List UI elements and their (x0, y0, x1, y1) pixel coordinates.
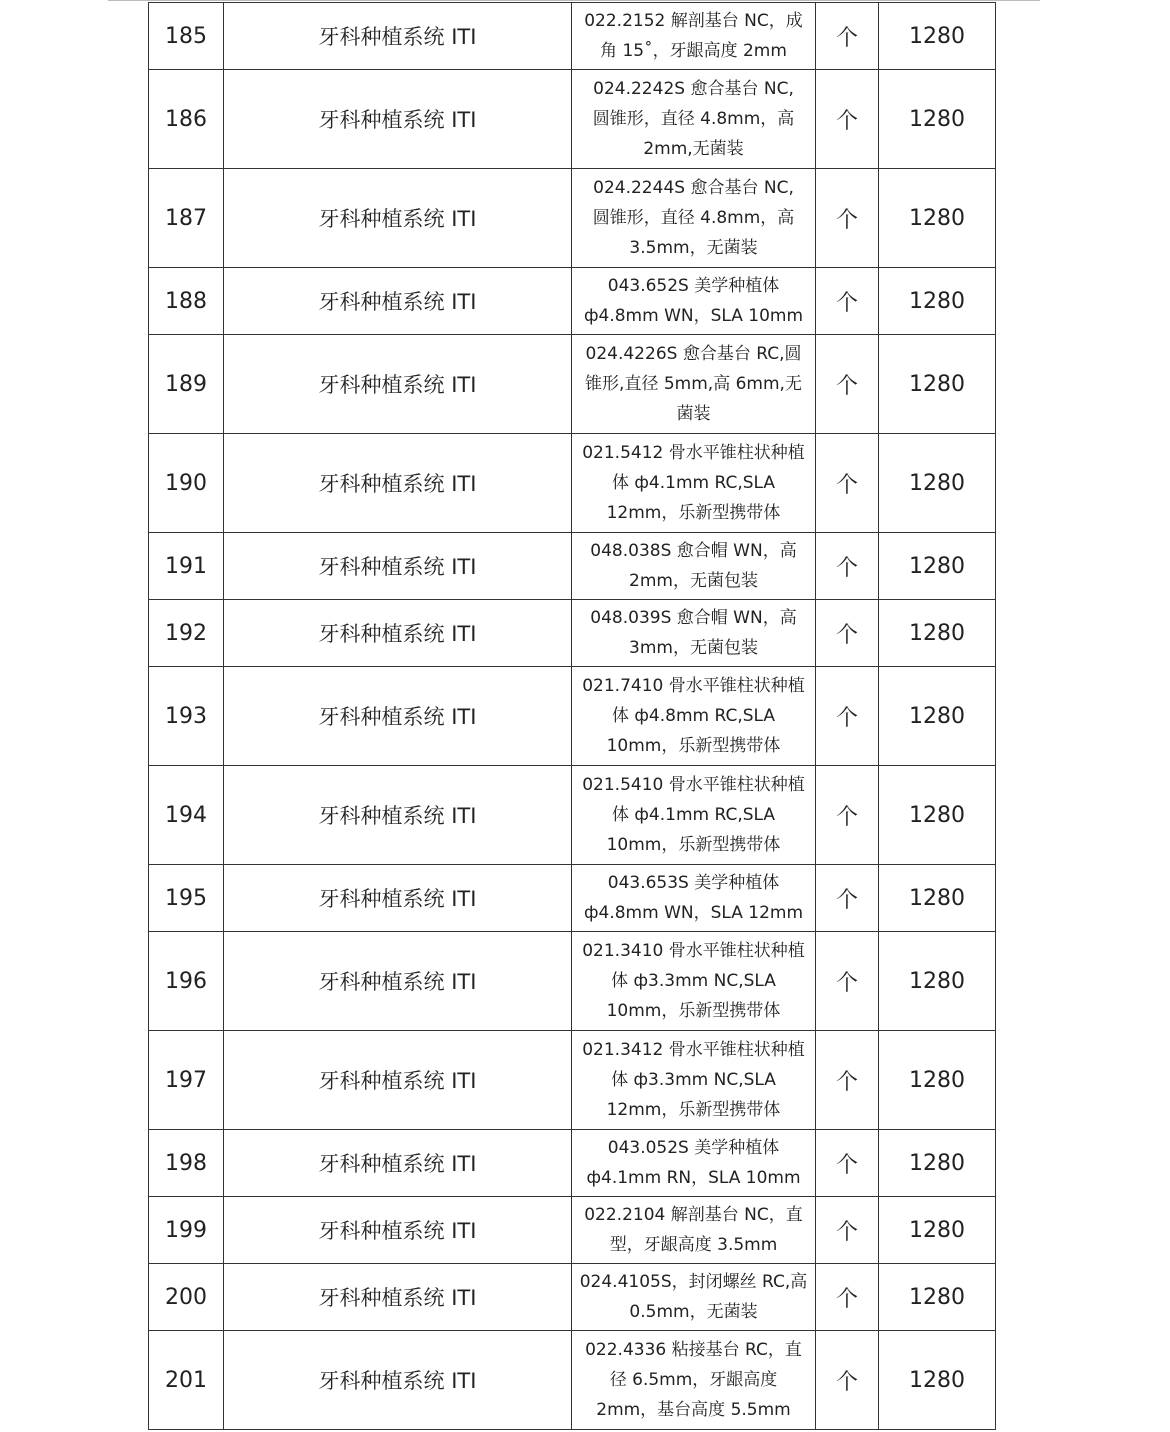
product-spec (572, 667, 816, 766)
row-number: 191 (149, 533, 224, 600)
spec-line: 径 6.5mm，牙龈高度 (609, 1370, 778, 1390)
spec-line: 021.5412 骨水平锥柱状种植 (582, 443, 805, 463)
spec-line: 12mm，乐新型携带体 (606, 503, 781, 523)
spec-line: 12mm，乐新型携带体 (606, 1100, 781, 1120)
product-name: 牙科种植系统 ITI (224, 169, 572, 268)
table-row (149, 1331, 996, 1430)
price: 1280 (879, 766, 996, 865)
price: 1280 (879, 434, 996, 533)
spec-line: 022.2104 解剖基台 NC，直 (584, 1205, 803, 1225)
unit: 个 (816, 268, 879, 335)
spec-line: 型，牙龈高度 3.5mm (609, 1235, 778, 1255)
product-name: 牙科种植系统 ITI (224, 1130, 572, 1197)
product-spec (572, 865, 816, 932)
price: 1280 (879, 335, 996, 434)
spec-line: 048.039S 愈合帽 WN，高 (590, 608, 797, 628)
spec-line: 2mm,无菌装 (643, 139, 744, 159)
product-name: 牙科种植系统 ITI (224, 1264, 572, 1331)
row-number: 196 (149, 932, 224, 1031)
product-name: 牙科种植系统 ITI (224, 932, 572, 1031)
unit: 个 (816, 70, 879, 169)
table-row (149, 600, 996, 667)
row-number: 194 (149, 766, 224, 865)
unit: 个 (816, 434, 879, 533)
spec-line: 024.4105S，封闭螺丝 RC,高 (579, 1272, 808, 1292)
spec-line: 圆锥形，直径 4.8mm，高 (592, 109, 795, 129)
spec-line: 021.5410 骨水平锥柱状种植 (582, 775, 805, 795)
product-name: 牙科种植系统 ITI (224, 667, 572, 766)
price: 1280 (879, 865, 996, 932)
spec-line: 021.3410 骨水平锥柱状种植 (582, 941, 805, 961)
product-spec (572, 932, 816, 1031)
price: 1280 (879, 932, 996, 1031)
price: 1280 (879, 533, 996, 600)
table-row (149, 1197, 996, 1264)
spec-line: 3.5mm，无菌装 (629, 238, 758, 258)
table-row (149, 70, 996, 169)
product-spec (572, 169, 816, 268)
spec-line: 043.653S 美学种植体 (607, 873, 780, 893)
spec-line: 10mm，乐新型携带体 (606, 835, 781, 855)
spec-line: 体 ф4.1mm RC,SLA (611, 473, 776, 493)
row-number: 190 (149, 434, 224, 533)
table-row (149, 533, 996, 600)
product-name: 牙科种植系统 ITI (224, 766, 572, 865)
product-spec (572, 766, 816, 865)
table-row (149, 667, 996, 766)
product-spec (572, 1130, 816, 1197)
product-spec (572, 600, 816, 667)
row-number: 185 (149, 3, 224, 70)
table-row (149, 169, 996, 268)
product-name: 牙科种植系统 ITI (224, 434, 572, 533)
price: 1280 (879, 3, 996, 70)
product-spec (572, 3, 816, 70)
spec-line: 菌装 (676, 404, 711, 424)
product-name: 牙科种植系统 ITI (224, 268, 572, 335)
product-name: 牙科种植系统 ITI (224, 3, 572, 70)
unit: 个 (816, 169, 879, 268)
unit: 个 (816, 1031, 879, 1130)
spec-line: 2mm，无菌包装 (629, 571, 758, 591)
unit: 个 (816, 865, 879, 932)
spec-line: ф4.8mm WN，SLA 12mm (583, 903, 804, 923)
product-spec (572, 70, 816, 169)
spec-line: 3mm，无菌包装 (629, 638, 758, 658)
spec-line: 体 ф4.8mm RC,SLA (611, 706, 776, 726)
spec-line: 024.2242S 愈合基台 NC, (593, 79, 794, 99)
unit: 个 (816, 1331, 879, 1430)
spec-line: 022.4336 粘接基台 RC，直 (585, 1340, 802, 1360)
row-number: 192 (149, 600, 224, 667)
table-row (149, 268, 996, 335)
table-row (149, 1031, 996, 1130)
table-row (149, 766, 996, 865)
unit: 个 (816, 335, 879, 434)
product-name: 牙科种植系统 ITI (224, 70, 572, 169)
spec-line: 048.038S 愈合帽 WN，高 (590, 541, 797, 561)
spec-line: 022.2152 解剖基台 NC，成 (584, 11, 803, 31)
spec-line: 043.052S 美学种植体 (607, 1138, 780, 1158)
spec-line: 021.3412 骨水平锥柱状种植 (582, 1040, 805, 1060)
product-spec (572, 1031, 816, 1130)
table-row (149, 865, 996, 932)
price: 1280 (879, 268, 996, 335)
row-number: 187 (149, 169, 224, 268)
spec-line: 体 ф4.1mm RC,SLA (611, 805, 776, 825)
table-row (149, 335, 996, 434)
product-name: 牙科种植系统 ITI (224, 865, 572, 932)
unit: 个 (816, 1130, 879, 1197)
unit: 个 (816, 533, 879, 600)
product-spec (572, 434, 816, 533)
unit: 个 (816, 932, 879, 1031)
table-row (149, 1264, 996, 1331)
unit: 个 (816, 600, 879, 667)
product-name: 牙科种植系统 ITI (224, 533, 572, 600)
table-row (149, 1130, 996, 1197)
spec-line: 体 ф3.3mm NC,SLA (611, 971, 776, 991)
product-spec (572, 335, 816, 434)
unit: 个 (816, 766, 879, 865)
product-spec (572, 533, 816, 600)
spec-line: ф4.1mm RN，SLA 10mm (586, 1168, 801, 1188)
product-name: 牙科种植系统 ITI (224, 1331, 572, 1430)
product-name: 牙科种植系统 ITI (224, 600, 572, 667)
row-number: 186 (149, 70, 224, 169)
row-number: 199 (149, 1197, 224, 1264)
unit: 个 (816, 1197, 879, 1264)
row-number: 195 (149, 865, 224, 932)
price: 1280 (879, 600, 996, 667)
price-table-body (149, 3, 996, 1430)
spec-line: 2mm，基台高度 5.5mm (596, 1400, 791, 1420)
price: 1280 (879, 1031, 996, 1130)
price: 1280 (879, 1264, 996, 1331)
spec-line: 体 ф3.3mm NC,SLA (611, 1070, 776, 1090)
price: 1280 (879, 1130, 996, 1197)
product-name: 牙科种植系统 ITI (224, 335, 572, 434)
row-number: 200 (149, 1264, 224, 1331)
spec-line: 043.652S 美学种植体 (607, 276, 780, 296)
spec-line: 10mm，乐新型携带体 (606, 736, 781, 756)
unit: 个 (816, 1264, 879, 1331)
table-row (149, 932, 996, 1031)
product-spec (572, 1264, 816, 1331)
unit: 个 (816, 3, 879, 70)
spec-line: 0.5mm，无菌装 (629, 1302, 758, 1322)
product-spec (572, 1197, 816, 1264)
page-top-border (108, 0, 1040, 1)
spec-line: 021.7410 骨水平锥柱状种植 (582, 676, 805, 696)
product-spec (572, 1331, 816, 1430)
row-number: 189 (149, 335, 224, 434)
spec-line: 角 15˚，牙龈高度 2mm (600, 41, 787, 61)
row-number: 193 (149, 667, 224, 766)
product-spec (572, 268, 816, 335)
row-number: 197 (149, 1031, 224, 1130)
row-number: 198 (149, 1130, 224, 1197)
product-name: 牙科种植系统 ITI (224, 1031, 572, 1130)
price: 1280 (879, 1331, 996, 1430)
spec-line: 024.4226S 愈合基台 RC,圆 (585, 344, 802, 364)
table-row (149, 3, 996, 70)
price: 1280 (879, 169, 996, 268)
spec-line: 圆锥形，直径 4.8mm，高 (592, 208, 795, 228)
spec-line: 10mm，乐新型携带体 (606, 1001, 781, 1021)
spec-line: 锥形,直径 5mm,高 6mm,无 (585, 374, 802, 394)
row-number: 201 (149, 1331, 224, 1430)
price: 1280 (879, 1197, 996, 1264)
table-row (149, 434, 996, 533)
row-number: 188 (149, 268, 224, 335)
product-name: 牙科种植系统 ITI (224, 1197, 572, 1264)
price: 1280 (879, 667, 996, 766)
spec-line: 024.2244S 愈合基台 NC, (593, 178, 794, 198)
price: 1280 (879, 70, 996, 169)
price-table (148, 2, 996, 1430)
spec-line: ф4.8mm WN，SLA 10mm (583, 306, 804, 326)
unit: 个 (816, 667, 879, 766)
